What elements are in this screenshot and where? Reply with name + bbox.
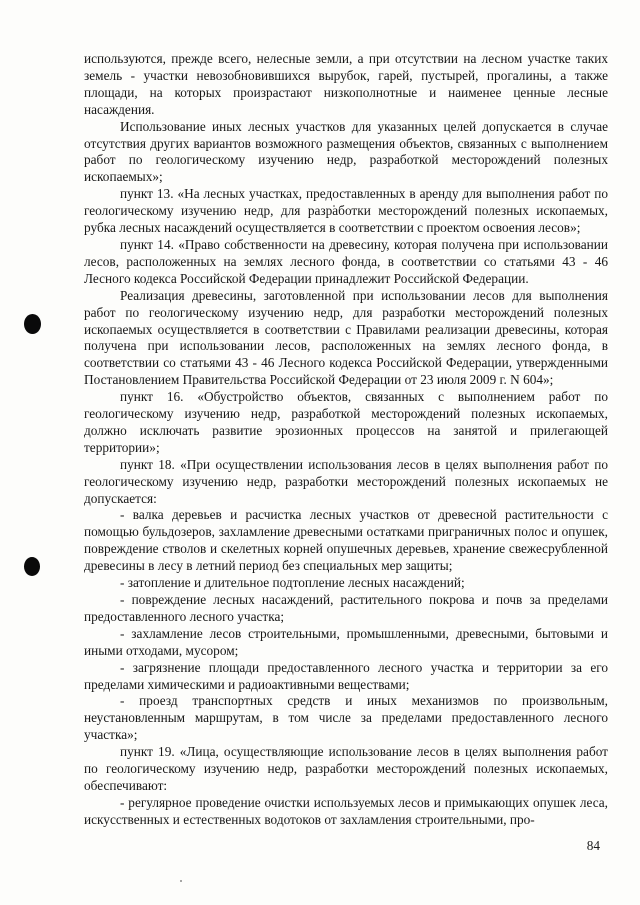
list-item: - регулярное проведение очистки используемых лесов и примыкающих опушек леса, искусственных и естественных водотоков от захламления строительными, про- (84, 794, 608, 827)
paragraph: пункт 19. «Лица, осуществляющие использование лесов в целях выполнения работ по геологическому изучению недр, разработки месторождений полезных ископаемых, обеспечивают: (84, 744, 608, 793)
list-item: - загрязнение площади предоставленного лесного участка и территории за его пределами химическими и радиоактивными веществами; (84, 659, 608, 692)
paragraph: пункт 16. «Обустройство объектов, связанных с выполнением работ по геологическому изучению недр, разработкой месторождений полезных ископаемых, должно исключать развитие эрозионных процессов на занятой и прилегающей территории»; (84, 389, 608, 455)
paragraph: пункт 18. «При осуществлении использования лесов в целях выполнения работ по геологическому изучению недр, разработки месторождений полезных ископаемых не допускается: (84, 456, 608, 506)
binder-hole-bottom (24, 557, 40, 576)
list-item: - затопление и длительное подтопление лесных насаждений; (120, 575, 465, 591)
scan-speck (180, 880, 182, 882)
binder-hole-top (24, 314, 41, 334)
paragraph: пункт 13. «На лесных участках, предоставленных в аренду для выполнения работ по геологическому изучению недр, для разработки месторождений полезных ископаемых, рубка лесных насаждений осуществляется в соответствии с проектом освоения лесов»; (84, 186, 608, 236)
paragraph: пункт 14. «Право собственности на древесину, которая получена при использовании лесов, расположенных на землях лесного фонда, в соответствии со статьями 43 - 46 Лесного кодекса Российской Федерации принадлежит Российской Федерации. (84, 236, 608, 286)
list-item: - валка деревьев и расчистка лесных участков от древесной растительности с помощью бульдозеров, захламление древесными остатками приграничных полос и опушек, повреждение стволов и скелетных корней опушечных деревьев, хранение свежесрубленной древесины в лесу в летний период без специальных мер защиты; (84, 507, 608, 574)
paragraph: Использование иных лесных участков для указанных целей допускается в случае отсутствия других вариантов возможного размещения объектов, связанных с выполнением работ по геологическому изучению недр, разработкой месторождений полезных ископаемых»; (84, 118, 608, 185)
list-item: - проезд транспортных средств и иных механизмов по произвольным, неустановленным маршрутам, в том числе за пределами предоставленного лесного участка»; (84, 693, 608, 743)
paragraph: используются, прежде всего, нелесные земли, а при отсутствии на лесном участке таких земель - участки невозобновившихся вырубок, гарей, пустырей, прогалины, а также площади, на которых произрастают низкополнотные и наименее ценные лесные насаждения. (84, 51, 608, 117)
list-item: - повреждение лесных насаждений, растительного покрова и почв за пределами предоставленного лесного участка; (84, 592, 608, 624)
paragraph: Реализация древесины, заготовленной при использовании лесов для выполнения работ по геологическому изучению недр, для разработки месторождений полезных ископаемых осуществляется в соответствии с Правилами реализации древесины, которая получена при использовании лесов, расположенных на землях лесного фонда, в соответствии со статьями 43 - 46 Лесного кодекса Российской Федерации, утвержденными Постановлением Правительства Российской Федерации от 23 июля 2009 г. N 604»; (84, 287, 608, 388)
list-item: - захламление лесов строительными, промышленными, древесными, бытовыми и иными отходами, мусором; (84, 625, 608, 658)
page-number: 84 (586, 838, 600, 853)
document-body (84, 51, 608, 829)
